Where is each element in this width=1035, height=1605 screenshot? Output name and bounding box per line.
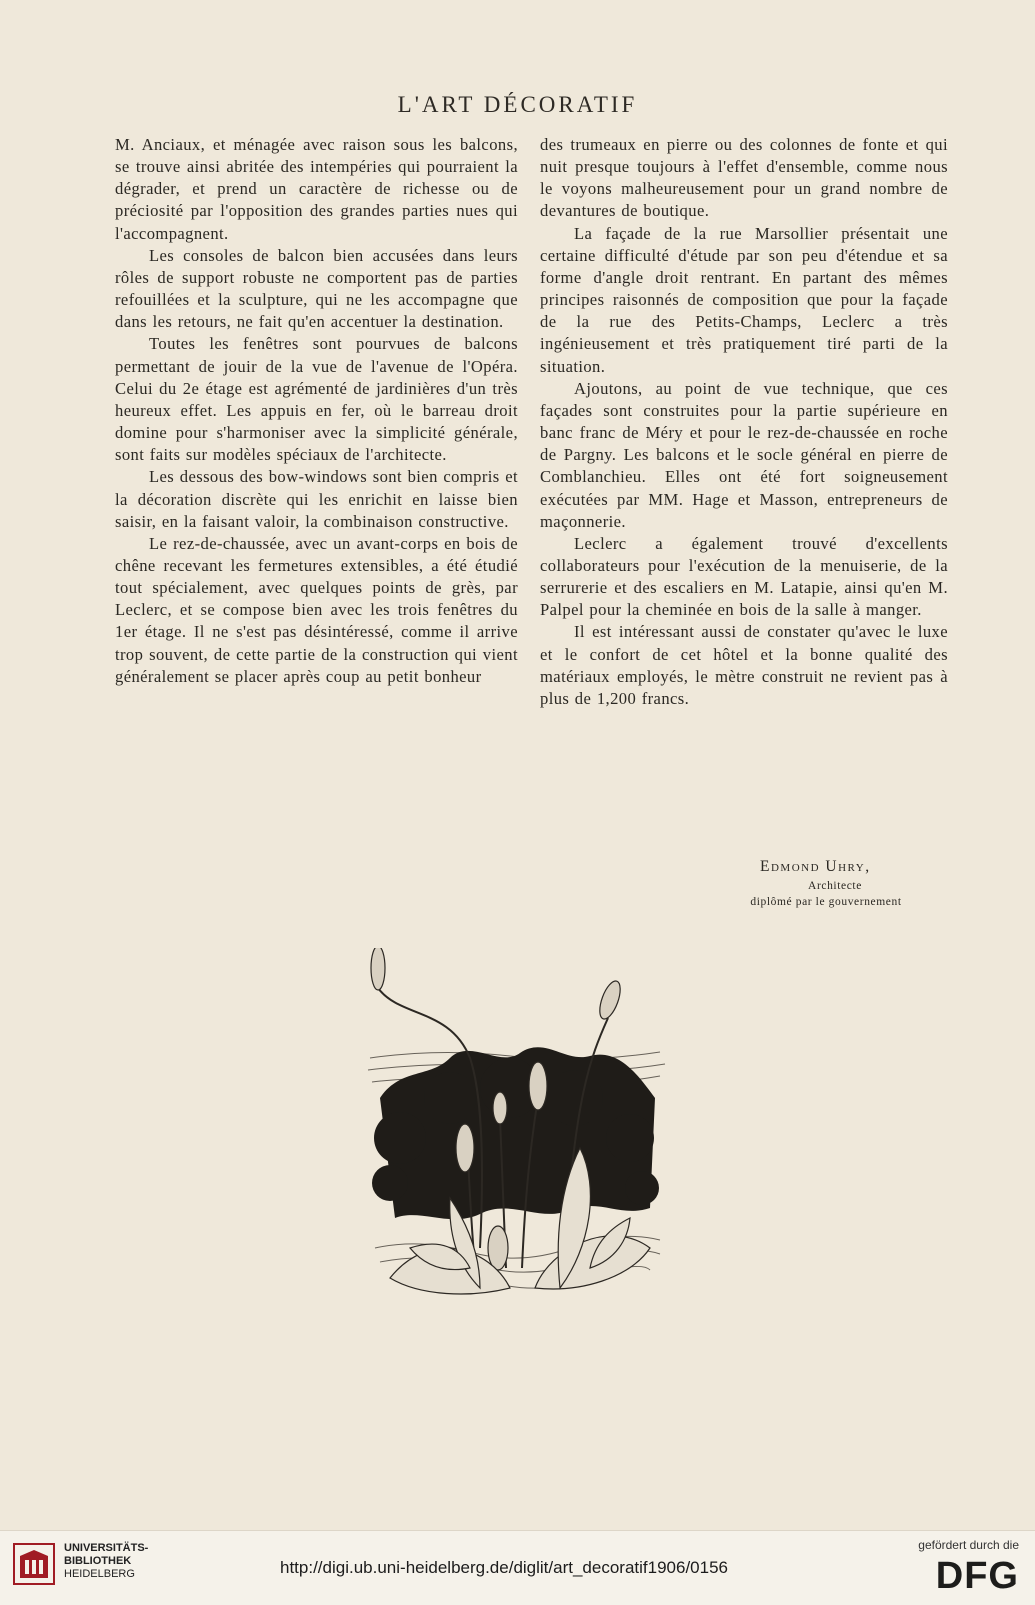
signature-name: Edmond Uhry, <box>760 858 871 875</box>
library-name-line: HEIDELBERG <box>64 1568 135 1580</box>
university-library-name <box>64 1542 148 1581</box>
paragraph: La façade de la rue Marsollier présentait une certaine difficulté d'étude par son peu d'étendue et sa forme d'angle droit rentrant. En partant des mêmes principes raisonnés de composition que pour la façade de la rue des Petits-Champs, Leclerc a très ingénieusement et très pratiquement tiré parti de la situation. <box>540 223 948 376</box>
funding-text: gefördert durch die <box>918 1538 1019 1552</box>
paragraph: Ajoutons, au point de vue technique, que ces façades sont construites pour la partie supérieure en banc franc de Méry et pour le rez-de-chaussée en roche de Pargny. Les balcons et le socle général en pierre de Comblanchieu. Elles ont été fort soigneusement exécutées par MM. Hage et Masson, entrepreneurs de maçonnerie. <box>540 378 948 531</box>
university-library-logo-icon <box>12 1542 56 1586</box>
plant-engraving-illustration <box>360 948 670 1328</box>
library-name-line: UNIVERSITÄTS- <box>64 1542 149 1554</box>
running-head: L'ART DÉCORATIF <box>397 92 638 117</box>
paragraph: des trumeaux en pierre ou des colonnes de fonte et qui nuit presque toujours à l'effet d'ensemble, comme nous le voyons malheureusement pour un grand nombre de devantures de boutique. <box>540 135 948 221</box>
text-column-right <box>540 134 948 710</box>
paragraph: Toutes les fenêtres sont pourvues de balcons permettant de jouir de la vue de l'avenue de l'Opéra. Celui du 2e étage est agrémenté de jardinières d'un très heureux effet. Les appuis en fer, où le barreau droit domine pour s'harmoniser avec la simplicité générale, sont faits sur modèles spéciaux de l'architecte. <box>115 334 518 465</box>
source-url-link[interactable]: http://digi.ub.uni-heidelberg.de/diglit/art_decoratif1906/0156 <box>280 1558 728 1577</box>
signature-title: Architecte <box>808 880 862 892</box>
paragraph: Le rez-de-chaussée, avec un avant-corps en bois de chêne recevant les fermetures extensibles, a été étudié tout spécialement, avec quelques points de grès, par Leclerc, et se compose bien avec les trois fenêtres du 1er étage. Il ne s'est pas désintéressé, comme il arrive trop souvent, de cette partie de la construction qui vient généralement se placer après coup au petit bonheur <box>115 533 518 686</box>
paragraph: Les consoles de balcon bien accusées dans leurs rôles de support robuste ne comportent pas de parties refouillées et la sculpture, qui ne les accompagne que dans les retours, ne fait qu'en accentuer la destination. <box>115 245 518 332</box>
paragraph: Leclerc a également trouvé d'excellents collaborateurs pour l'exécution de la menuiserie, de la serrurerie et des escaliers en M. Latapie, ainsi qu'en M. Palpel pour la cheminée en bois de la salle à manger. <box>540 533 948 620</box>
paragraph: M. Anciaux, et ménagée avec raison sous les balcons, se trouve ainsi abritée des intempéries qui pourraient la dégrader, et prend un caractère de richesse ou de préciosité par l'opposition des grandes parties nues qui l'accompagnent. <box>115 135 518 243</box>
dark-foliage <box>372 1047 659 1219</box>
text-column-left <box>115 134 518 688</box>
paragraph: Les dessous des bow-windows sont bien compris et la décoration discrète qui les enrichit en laisse bien saisir, en la faisant valoir, la combinaison constructive. <box>115 467 518 531</box>
signature-subtitle: diplômé par le gouvernement <box>750 896 902 908</box>
library-name-line: BIBLIOTHEK <box>64 1555 132 1567</box>
paragraph: Il est intéressant aussi de constater qu'avec le luxe et le confort de cet hôtel et la bonne qualité des matériaux employés, le mètre construit ne revient pas à plus de 1,200 francs. <box>540 622 948 708</box>
dfg-logo: DFG <box>935 1555 1019 1597</box>
